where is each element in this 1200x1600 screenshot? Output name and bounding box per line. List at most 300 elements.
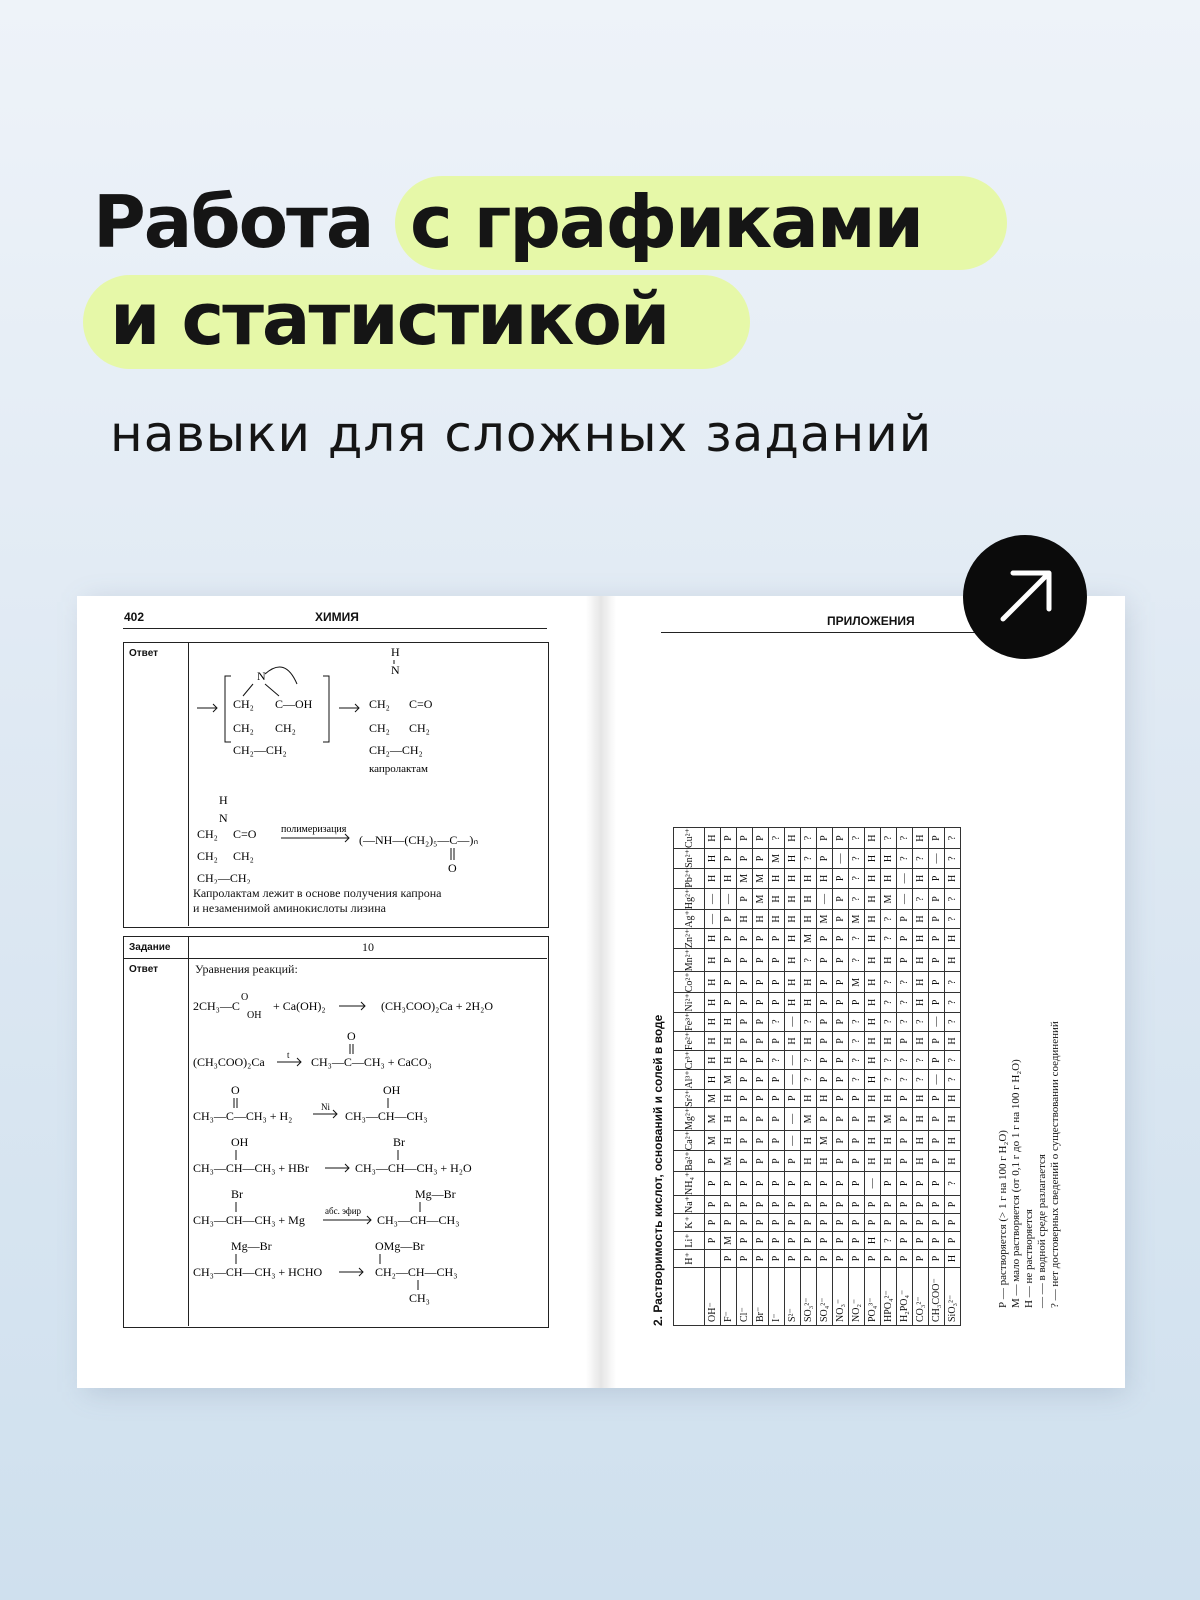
solubility-cell: Р bbox=[881, 1250, 897, 1268]
solubility-cell: ? bbox=[897, 1012, 913, 1031]
solubility-cell: Р bbox=[833, 828, 849, 849]
table-row bbox=[753, 828, 769, 1326]
solubility-cell: Р bbox=[913, 1214, 929, 1232]
solubility-cell: Н bbox=[945, 928, 961, 948]
cation-header: Sn²⁺ bbox=[674, 849, 705, 869]
solubility-cell: Н bbox=[913, 868, 929, 888]
solubility-cell: ? bbox=[881, 1232, 897, 1250]
svg-text:N: N bbox=[391, 663, 400, 677]
solubility-cell: ? bbox=[849, 1070, 865, 1089]
solubility-cell: Р bbox=[929, 949, 945, 972]
task-label: Задание bbox=[129, 942, 171, 953]
solubility-cell: Р bbox=[929, 993, 945, 1012]
solubility-cell: ? bbox=[849, 928, 865, 948]
solubility-cell: Н bbox=[913, 972, 929, 993]
svg-text:CH₂—CH—CH₃: CH₂—CH—CH₃ bbox=[375, 1265, 458, 1279]
cation-header: Al³⁺ bbox=[674, 1070, 705, 1089]
solubility-cell: Р bbox=[817, 1107, 833, 1130]
solubility-cell: Р bbox=[881, 1196, 897, 1214]
solubility-cell: ? bbox=[849, 1012, 865, 1031]
solubility-cell: Н bbox=[801, 1089, 817, 1107]
solubility-cell: Р bbox=[737, 1232, 753, 1250]
solubility-cell: Р bbox=[897, 1196, 913, 1214]
anion-label: Br⁻ bbox=[753, 1268, 769, 1326]
solubility-cell: Н bbox=[721, 1089, 737, 1107]
solubility-cell: Р bbox=[785, 1232, 801, 1250]
svg-text:C=O: C=O bbox=[233, 827, 257, 841]
solubility-cell: Р bbox=[753, 993, 769, 1012]
solubility-cell: ? bbox=[849, 849, 865, 869]
solubility-cell: Р bbox=[833, 1070, 849, 1089]
solubility-cell: Р bbox=[769, 1031, 785, 1050]
polymerization-label: полимеризация bbox=[281, 824, 347, 835]
solubility-cell: Р bbox=[913, 1196, 929, 1214]
solubility-cell: Р bbox=[753, 1250, 769, 1268]
svg-text:CH₂: CH₂ bbox=[233, 697, 254, 711]
solubility-cell: Р bbox=[817, 1070, 833, 1089]
solubility-cell: Р bbox=[897, 949, 913, 972]
svg-text:OH: OH bbox=[247, 1010, 262, 1021]
solubility-cell: Р bbox=[705, 1232, 721, 1250]
solubility-cell: Р bbox=[817, 1214, 833, 1232]
solubility-cell: Р bbox=[897, 1031, 913, 1050]
solubility-cell: Н bbox=[705, 1070, 721, 1089]
solubility-cell: Р bbox=[737, 1012, 753, 1031]
page-number: 402 bbox=[124, 610, 145, 624]
solubility-cell: Р bbox=[929, 1171, 945, 1195]
solubility-legend bbox=[997, 1021, 1062, 1308]
solubility-cell: М bbox=[817, 910, 833, 929]
solubility-cell: Р bbox=[897, 1232, 913, 1250]
table-row bbox=[881, 828, 897, 1326]
solubility-cell: Р bbox=[737, 972, 753, 993]
svg-text:N: N bbox=[219, 811, 228, 825]
solubility-cell: Н bbox=[865, 1012, 881, 1031]
solubility-cell: Н bbox=[865, 993, 881, 1012]
solubility-cell: М bbox=[801, 1107, 817, 1130]
table-row bbox=[849, 828, 865, 1326]
solubility-cell: Р bbox=[929, 972, 945, 993]
solubility-cell: Р bbox=[817, 849, 833, 869]
anion-label: NO₃⁻ bbox=[833, 1268, 849, 1326]
anion-label: I⁻ bbox=[769, 1268, 785, 1326]
solubility-cell: Р bbox=[737, 993, 753, 1012]
solubility-cell: Н bbox=[913, 1151, 929, 1171]
solubility-cell: Н bbox=[705, 972, 721, 993]
solubility-cell: М bbox=[881, 888, 897, 910]
cation-header: Ba²⁺ bbox=[674, 1151, 705, 1171]
svg-text:OH: OH bbox=[383, 1083, 401, 1097]
solubility-cell: М bbox=[817, 1131, 833, 1151]
solubility-cell: Р bbox=[769, 1232, 785, 1250]
svg-text:2CH₃—C: 2CH₃—C bbox=[193, 999, 240, 1013]
solubility-cell: Н bbox=[881, 1031, 897, 1050]
svg-text:Br: Br bbox=[393, 1135, 405, 1149]
cation-header: H⁺ bbox=[674, 1250, 705, 1268]
solubility-cell: Н bbox=[801, 910, 817, 929]
solubility-cell: Н bbox=[721, 1051, 737, 1070]
solubility-cell: Н bbox=[865, 1089, 881, 1107]
solubility-cell: Н bbox=[817, 868, 833, 888]
legend-line: М — мало растворяется (от 0,1 г до 1 г на 100 г H₂O) bbox=[1010, 1059, 1022, 1308]
solubility-cell: Р bbox=[817, 993, 833, 1012]
svg-text:CH₂: CH₂ bbox=[275, 721, 296, 735]
svg-text:CH₂: CH₂ bbox=[233, 849, 254, 863]
solubility-cell: Н bbox=[785, 910, 801, 929]
solubility-cell: Н bbox=[737, 910, 753, 929]
solubility-cell: Р bbox=[849, 1232, 865, 1250]
solubility-cell: Р bbox=[817, 928, 833, 948]
solubility-cell: Р bbox=[833, 1107, 849, 1130]
solubility-cell: Р bbox=[945, 1232, 961, 1250]
cation-header: Fe²⁺ bbox=[674, 1031, 705, 1050]
solubility-cell: Н bbox=[865, 849, 881, 869]
solubility-cell: Р bbox=[753, 1012, 769, 1031]
cation-header: Ca²⁺ bbox=[674, 1131, 705, 1151]
solubility-cell: Н bbox=[881, 1131, 897, 1151]
cation-header: Na⁺ bbox=[674, 1196, 705, 1214]
solubility-cell: Н bbox=[769, 868, 785, 888]
solubility-cell: ? bbox=[897, 828, 913, 849]
solubility-cell: Р bbox=[833, 1031, 849, 1050]
solubility-cell: Р bbox=[817, 1196, 833, 1214]
solubility-cell: Р bbox=[833, 928, 849, 948]
answer-label: Ответ bbox=[129, 648, 159, 659]
solubility-cell: Р bbox=[817, 1051, 833, 1070]
table-row bbox=[801, 828, 817, 1326]
cation-header: Sr²⁺ bbox=[674, 1089, 705, 1107]
solubility-cell: Р bbox=[817, 1250, 833, 1268]
svg-text:C=O: C=O bbox=[409, 697, 433, 711]
solubility-cell: Р bbox=[929, 1250, 945, 1268]
solubility-cell: Р bbox=[833, 1151, 849, 1171]
solubility-cell: ? bbox=[913, 849, 929, 869]
solubility-cell: — bbox=[785, 1131, 801, 1151]
table-row bbox=[929, 828, 945, 1326]
table-row bbox=[833, 828, 849, 1326]
solubility-cell: Н bbox=[785, 1031, 801, 1050]
solubility-cell: Р bbox=[721, 910, 737, 929]
solubility-cell: Н bbox=[945, 1089, 961, 1107]
solubility-cell: Р bbox=[737, 1107, 753, 1130]
solubility-cell: ? bbox=[769, 828, 785, 849]
solubility-cell: ? bbox=[945, 1070, 961, 1089]
headline-line1-plain: Работа bbox=[93, 180, 373, 264]
solubility-cell: Р bbox=[801, 1214, 817, 1232]
solubility-cell: Р bbox=[705, 1196, 721, 1214]
solubility-cell: Н bbox=[913, 1107, 929, 1130]
solubility-cell: М bbox=[849, 972, 865, 993]
table-row bbox=[865, 828, 881, 1326]
solubility-cell: Н bbox=[865, 1232, 881, 1250]
solubility-cell: Р bbox=[753, 1232, 769, 1250]
solubility-cell: — bbox=[817, 888, 833, 910]
solubility-cell: Р bbox=[737, 1214, 753, 1232]
solubility-cell: Р bbox=[929, 1031, 945, 1050]
solubility-cell: ? bbox=[913, 1012, 929, 1031]
svg-text:OH: OH bbox=[231, 1135, 249, 1149]
solubility-cell: Р bbox=[737, 1131, 753, 1151]
eq-arrow-label-ether: абс. эфир bbox=[325, 1206, 362, 1216]
solubility-cell: Р bbox=[769, 1089, 785, 1107]
open-link-button[interactable] bbox=[963, 535, 1087, 659]
solubility-cell: Р bbox=[833, 868, 849, 888]
svg-text:CH₃—CH—CH₃ + H₂O: CH₃—CH—CH₃ + H₂O bbox=[355, 1161, 472, 1175]
solubility-cell: Р bbox=[817, 1171, 833, 1195]
solubility-cell: Н bbox=[769, 888, 785, 910]
solubility-cell: Р bbox=[737, 1051, 753, 1070]
svg-text:CH₂: CH₂ bbox=[409, 721, 430, 735]
legend-line: — — в водной среде разлагается bbox=[1036, 1154, 1048, 1308]
solubility-cell: Р bbox=[945, 1196, 961, 1214]
solubility-cell: Р bbox=[721, 972, 737, 993]
solubility-cell: Р bbox=[897, 1214, 913, 1232]
solubility-cell: Р bbox=[753, 828, 769, 849]
solubility-cell: Р bbox=[801, 1232, 817, 1250]
cation-header: Mg²⁺ bbox=[674, 1107, 705, 1130]
svg-text:(CH₃COO)₂Ca + 2H₂O: (CH₃COO)₂Ca + 2H₂O bbox=[381, 999, 493, 1013]
solubility-cell: М bbox=[737, 868, 753, 888]
cation-header: Ni²⁺ bbox=[674, 993, 705, 1012]
solubility-cell: Н bbox=[785, 888, 801, 910]
solubility-cell: ? bbox=[897, 849, 913, 869]
solubility-cell: Р bbox=[753, 1151, 769, 1171]
solubility-cell: Н bbox=[785, 928, 801, 948]
solubility-cell: Р bbox=[769, 1250, 785, 1268]
solubility-cell: Р bbox=[849, 1151, 865, 1171]
anion-label: OH⁻ bbox=[705, 1268, 721, 1326]
solubility-cell: Н bbox=[705, 849, 721, 869]
task-number: 10 bbox=[362, 940, 374, 954]
anion-label: CH₃COO⁻ bbox=[929, 1268, 945, 1326]
solubility-cell: Р bbox=[945, 1214, 961, 1232]
solubility-cell: Р bbox=[929, 1232, 945, 1250]
solubility-cell: Р bbox=[897, 928, 913, 948]
solubility-cell: Н bbox=[945, 1031, 961, 1050]
solubility-cell: ? bbox=[945, 993, 961, 1012]
solubility-cell: Р bbox=[929, 1089, 945, 1107]
solubility-cell: Р bbox=[897, 1171, 913, 1195]
solubility-cell: М bbox=[769, 849, 785, 869]
solubility-cell: Р bbox=[817, 972, 833, 993]
solubility-cell: ? bbox=[881, 910, 897, 929]
solubility-cell: Р bbox=[897, 1131, 913, 1151]
solubility-cell: ? bbox=[945, 1051, 961, 1070]
cation-header: Cu²⁺ bbox=[674, 828, 705, 849]
table-row bbox=[721, 828, 737, 1326]
solubility-cell: Р bbox=[769, 1107, 785, 1130]
svg-text:CH₃—C—CH₃ + H₂: CH₃—C—CH₃ + H₂ bbox=[193, 1109, 293, 1123]
svg-text:CH₃—C—CH₃ + CaCO₃: CH₃—C—CH₃ + CaCO₃ bbox=[311, 1055, 432, 1069]
solubility-cell: Н bbox=[785, 972, 801, 993]
solubility-cell: Н bbox=[785, 868, 801, 888]
svg-text:Br: Br bbox=[231, 1187, 243, 1201]
reaction-equations bbox=[189, 980, 545, 1324]
solubility-cell: ? bbox=[897, 972, 913, 993]
subtitle: навыки для сложных заданий bbox=[110, 405, 933, 463]
legend-line: Р — растворяется (> 1 г на 100 г H₂O) bbox=[997, 1130, 1009, 1308]
solubility-cell: ? bbox=[801, 849, 817, 869]
solubility-cell: Р bbox=[737, 1089, 753, 1107]
svg-text:H: H bbox=[219, 793, 228, 807]
solubility-cell: — bbox=[785, 1070, 801, 1089]
solubility-cell: Н bbox=[705, 1051, 721, 1070]
solubility-cell: Р bbox=[881, 1171, 897, 1195]
svg-text:CH₂: CH₂ bbox=[197, 827, 218, 841]
solubility-cell: Р bbox=[753, 1214, 769, 1232]
solubility-cell: ? bbox=[913, 1051, 929, 1070]
cation-header: NH₄⁺ bbox=[674, 1171, 705, 1195]
solubility-cell: Н bbox=[913, 928, 929, 948]
anion-label: Cl⁻ bbox=[737, 1268, 753, 1326]
solubility-cell: ? bbox=[945, 972, 961, 993]
solubility-cell: Р bbox=[769, 1151, 785, 1171]
solubility-cell: ? bbox=[769, 1051, 785, 1070]
solubility-cell: ? bbox=[897, 993, 913, 1012]
solubility-cell: Р bbox=[833, 1131, 849, 1151]
svg-text:CH₃—CH—CH₃ + HCHO: CH₃—CH—CH₃ + HCHO bbox=[193, 1265, 323, 1279]
solubility-cell: Р bbox=[785, 1250, 801, 1268]
solubility-cell: Н bbox=[721, 868, 737, 888]
solubility-cell: Р bbox=[833, 1089, 849, 1107]
solubility-header-row bbox=[674, 828, 705, 1326]
table-row bbox=[897, 828, 913, 1326]
solubility-cell: Р bbox=[753, 849, 769, 869]
table-row bbox=[817, 828, 833, 1326]
svg-text:O: O bbox=[448, 861, 457, 875]
legend-line: ? — нет достоверных сведений о существовании соединений bbox=[1049, 1021, 1061, 1308]
solubility-cell: Н bbox=[721, 1131, 737, 1151]
cation-header: Cr³⁺ bbox=[674, 1051, 705, 1070]
solubility-cell: ? bbox=[801, 828, 817, 849]
svg-text:O: O bbox=[231, 1083, 240, 1097]
solubility-cell: Р bbox=[865, 1250, 881, 1268]
solubility-cell: Р bbox=[785, 1214, 801, 1232]
solubility-cell: ? bbox=[769, 1012, 785, 1031]
table-row bbox=[785, 828, 801, 1326]
solubility-cell: Р bbox=[753, 1131, 769, 1151]
svg-text:CH₂—CH₂: CH₂—CH₂ bbox=[369, 743, 423, 757]
solubility-cell: Р bbox=[849, 1196, 865, 1214]
caprolactam-note-line1: Капролактам лежит в основе получения капрона bbox=[193, 886, 442, 900]
solubility-cell: Р bbox=[737, 1151, 753, 1171]
solubility-cell: Р bbox=[929, 1107, 945, 1130]
solubility-cell: — bbox=[833, 849, 849, 869]
solubility-cell: Н bbox=[801, 868, 817, 888]
solubility-cell: М bbox=[753, 888, 769, 910]
solubility-cell: Р bbox=[913, 1171, 929, 1195]
running-title-right: ПРИЛОЖЕНИЯ bbox=[827, 614, 915, 628]
answer-label-2: Ответ bbox=[129, 964, 159, 975]
running-title-left: ХИМИЯ bbox=[315, 610, 359, 624]
solubility-cell: Р bbox=[721, 949, 737, 972]
solubility-cell: Н bbox=[881, 849, 897, 869]
solubility-cell: Р bbox=[737, 1250, 753, 1268]
table-row bbox=[737, 828, 753, 1326]
solubility-cell: Н bbox=[785, 828, 801, 849]
solubility-cell: ? bbox=[849, 888, 865, 910]
svg-text:Mg—Br: Mg—Br bbox=[415, 1187, 456, 1201]
solubility-cell: Р bbox=[753, 1089, 769, 1107]
solubility-cell: — bbox=[897, 888, 913, 910]
solubility-cell: ? bbox=[849, 868, 865, 888]
solubility-cell: М bbox=[753, 868, 769, 888]
solubility-cell: Р bbox=[721, 993, 737, 1012]
solubility-cell: М bbox=[705, 1089, 721, 1107]
solubility-cell: — bbox=[929, 1012, 945, 1031]
anion-label: F⁻ bbox=[721, 1268, 737, 1326]
solubility-cell: Н bbox=[865, 1051, 881, 1070]
solubility-cell: Н bbox=[705, 1031, 721, 1050]
solubility-cell: Р bbox=[833, 1012, 849, 1031]
svg-text:O: O bbox=[241, 992, 249, 1003]
solubility-cell: Р bbox=[737, 1031, 753, 1050]
solubility-cell: Р bbox=[753, 1107, 769, 1130]
solubility-table bbox=[673, 626, 961, 1326]
solubility-table-title: 2. Растворимость кислот, оснований и солей в воде bbox=[651, 1014, 665, 1326]
table-row bbox=[705, 828, 721, 1326]
solubility-cell: ? bbox=[945, 828, 961, 849]
solubility-cell: Р bbox=[833, 1196, 849, 1214]
solubility-cell: Р bbox=[817, 828, 833, 849]
caprolactam-label: капролактам bbox=[369, 763, 429, 775]
solubility-cell: Р bbox=[737, 1070, 753, 1089]
solubility-cell: Р bbox=[737, 828, 753, 849]
solubility-cell: Р bbox=[769, 928, 785, 948]
solubility-cell: Н bbox=[945, 1151, 961, 1171]
svg-text:CH₂: CH₂ bbox=[369, 697, 390, 711]
solubility-cell: Р bbox=[833, 1250, 849, 1268]
solubility-cell: Р bbox=[769, 1070, 785, 1089]
cation-header: Li⁺ bbox=[674, 1232, 705, 1250]
solubility-cell: Н bbox=[865, 949, 881, 972]
solubility-cell: Р bbox=[785, 1151, 801, 1171]
solubility-cell: Р bbox=[929, 888, 945, 910]
solubility-cell: Н bbox=[801, 1151, 817, 1171]
svg-text:CH₃—CH—CH₃: CH₃—CH—CH₃ bbox=[377, 1213, 460, 1227]
solubility-cell: Р bbox=[769, 993, 785, 1012]
table-row bbox=[769, 828, 785, 1326]
solubility-cell: ? bbox=[945, 849, 961, 869]
solubility-cell: Р bbox=[769, 972, 785, 993]
solubility-cell: Н bbox=[721, 1107, 737, 1130]
solubility-cell: ? bbox=[945, 1012, 961, 1031]
svg-text:CH₂—CH₂: CH₂—CH₂ bbox=[233, 743, 287, 757]
solubility-cell: М bbox=[705, 1107, 721, 1130]
solubility-cell: Р bbox=[705, 1171, 721, 1195]
solubility-cell: Р bbox=[833, 1051, 849, 1070]
cation-header: Ag⁺ bbox=[674, 910, 705, 929]
svg-text:O: O bbox=[347, 1029, 356, 1043]
solubility-cell: ? bbox=[849, 949, 865, 972]
solubility-cell: Р bbox=[865, 1196, 881, 1214]
solubility-cell: Н bbox=[881, 868, 897, 888]
solubility-cell: Н bbox=[817, 1089, 833, 1107]
solubility-cell: Н bbox=[881, 949, 897, 972]
anion-label: SO₄²⁻ bbox=[817, 1268, 833, 1326]
solubility-cell: ? bbox=[881, 972, 897, 993]
cation-header: Zn²⁺ bbox=[674, 928, 705, 948]
solubility-cell: Р bbox=[849, 1089, 865, 1107]
solubility-cell: Р bbox=[769, 1131, 785, 1151]
svg-text:CH₂: CH₂ bbox=[233, 721, 254, 735]
solubility-cell: Р bbox=[849, 1250, 865, 1268]
solubility-cell: Н bbox=[913, 910, 929, 929]
solubility-cell: М bbox=[801, 928, 817, 948]
solubility-cell: Н bbox=[865, 868, 881, 888]
solubility-cell: Р bbox=[849, 1214, 865, 1232]
solubility-cell: Р bbox=[913, 1250, 929, 1268]
